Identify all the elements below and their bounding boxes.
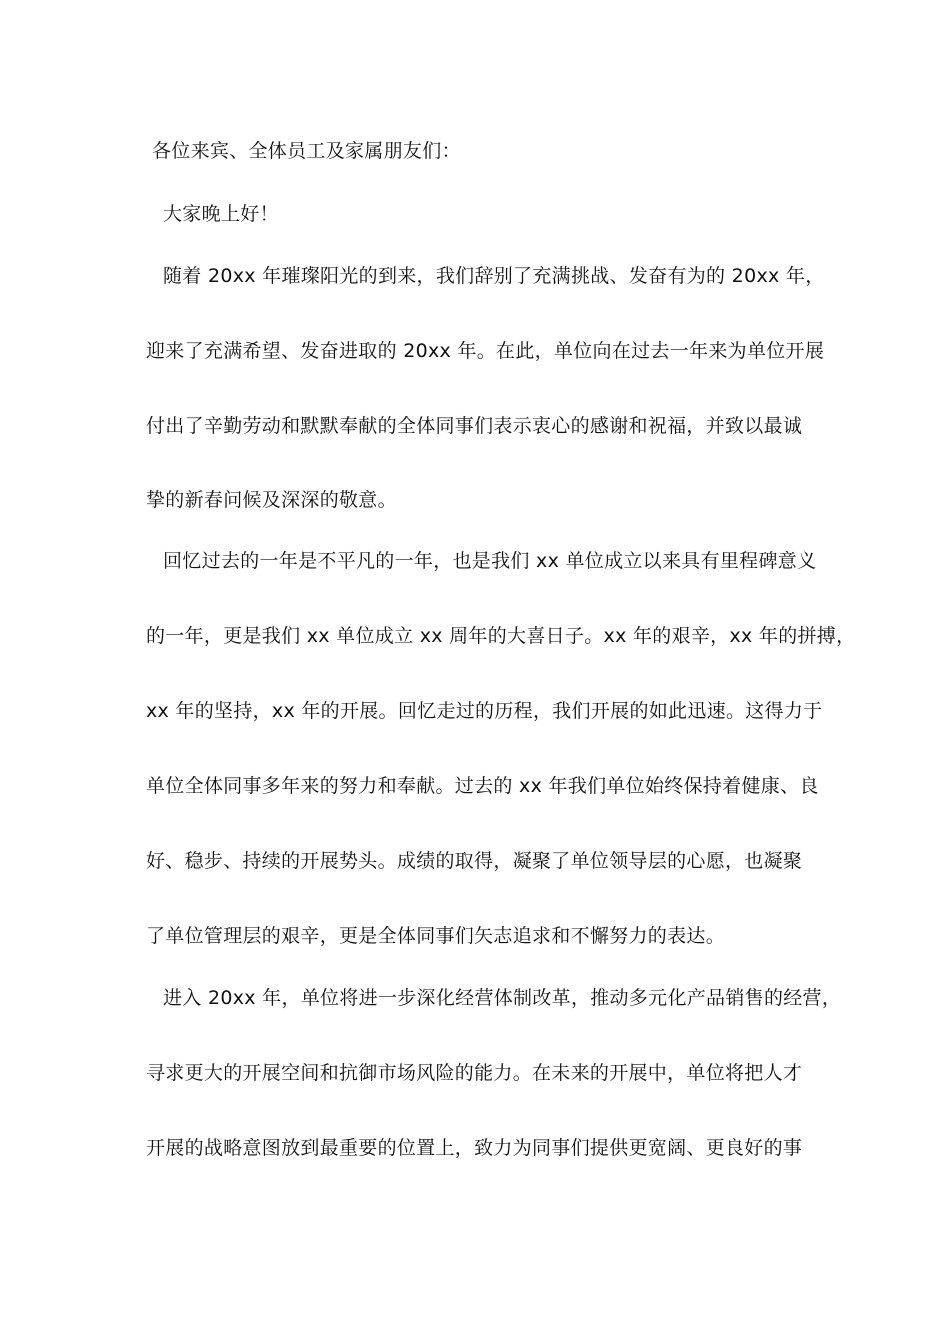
paragraph-line: 随着 20xx 年璀璨阳光的到来，我们辞别了充满挑战、发奋有为的 20xx 年， (163, 265, 825, 287)
paragraph-line: 好、稳步、持续的开展势头。成绩的取得，凝聚了单位领导层的心愿，也凝聚 (146, 850, 803, 872)
paragraph-line: 付出了辛勤劳动和默默奉献的全体同事们表示衷心的感谢和祝福，并致以最诚 (146, 415, 803, 437)
paragraph-line: 了单位管理层的艰辛，更是全体同事们矢志追求和不懈努力的表达。 (146, 925, 726, 947)
paragraph-line: 挚的新春问候及深深的敬意。 (146, 489, 397, 511)
salutation: 大家晚上好！ (163, 203, 279, 225)
paragraph-line: 寻求更大的开展空间和抗御市场风险的能力。在未来的开展中，单位将把人才 (146, 1062, 803, 1084)
paragraph-line: 开展的战略意图放到最重要的位置上，致力为同事们提供更宽阔、更良好的事 (146, 1137, 803, 1159)
paragraph-line: 回忆过去的一年是不平凡的一年，也是我们 xx 单位成立以来具有里程碑意义 (163, 550, 817, 572)
greeting: 各位来宾、全体员工及家属朋友们： (152, 140, 461, 162)
paragraph-line: 迎来了充满希望、发奋进取的 20xx 年。在此，单位向在过去一年来为单位开展 (146, 340, 825, 362)
paragraph-line: 进入 20xx 年，单位将进一步深化经营体制改革，推动多元化产品销售的经营， (163, 987, 842, 1009)
paragraph-line: xx 年的坚持，xx 年的开展。回忆走过的历程，我们开展的如此迅速。这得力于 (146, 700, 823, 722)
paragraph-line: 单位全体同事多年来的努力和奉献。过去的 xx 年我们单位始终保持着健康、良 (146, 775, 819, 797)
paragraph-line: 的一年，更是我们 xx 单位成立 xx 周年的大喜日子。xx 年的艰辛，xx 年的拼搏， (146, 625, 856, 647)
